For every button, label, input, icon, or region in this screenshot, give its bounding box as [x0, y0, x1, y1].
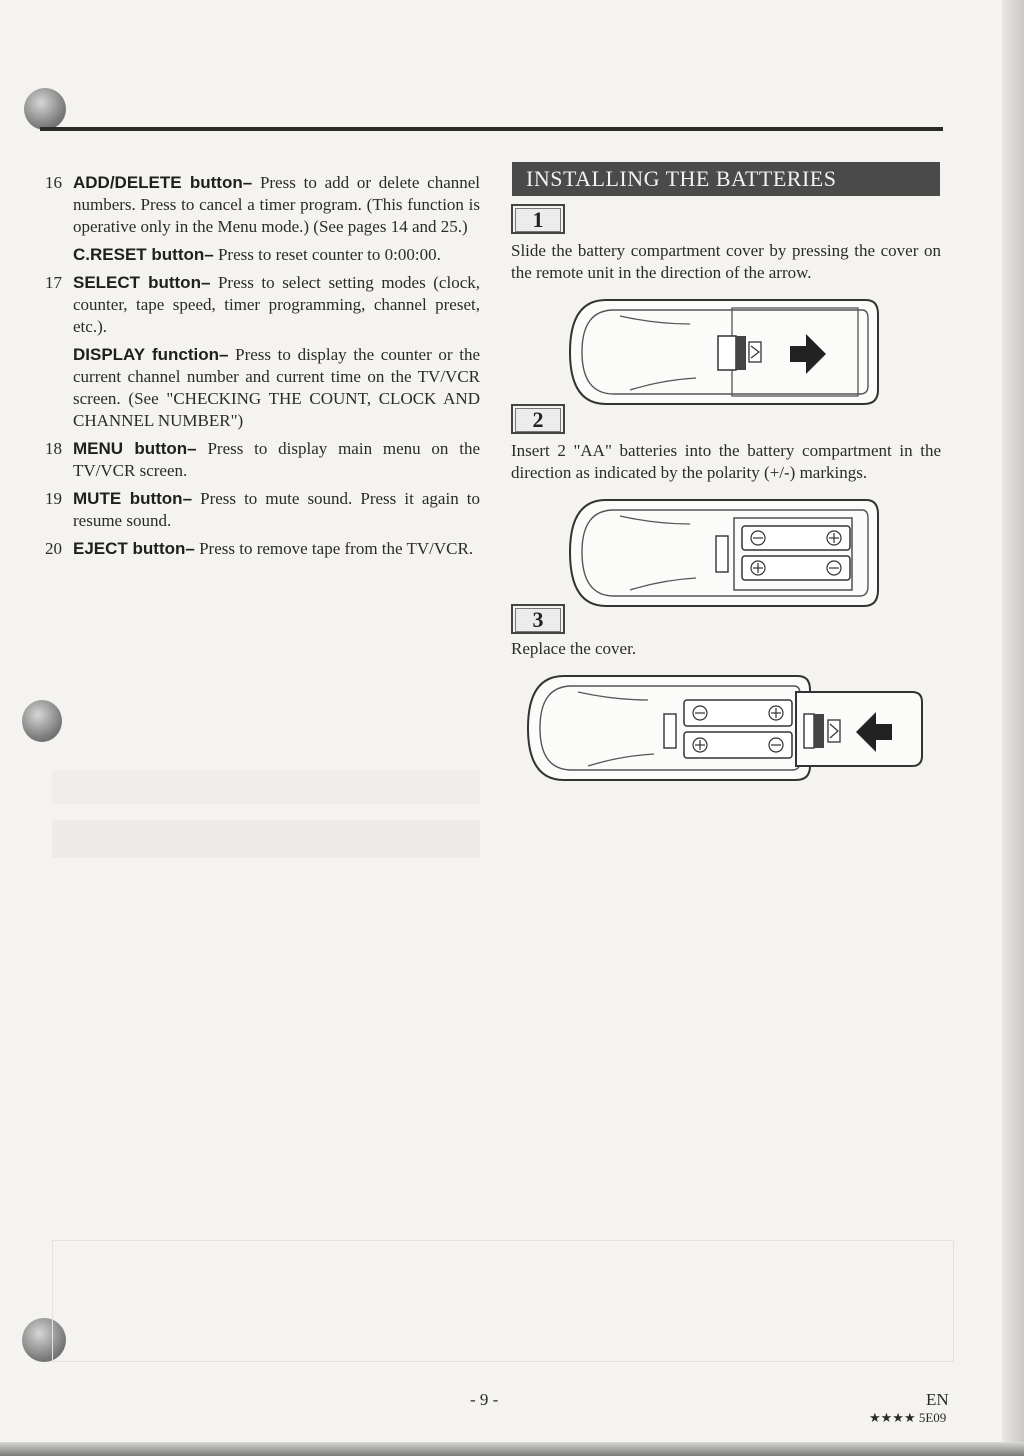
item-text: Press to reset counter to 0:00:00. — [217, 245, 441, 264]
step-1-text: Slide the battery compartment cover by pressing the cover on the remote unit in the direction of the arrow. — [511, 241, 941, 282]
item-17-display — [40, 344, 480, 432]
remote-replace-cover-illustration — [524, 670, 928, 786]
item-text: Press to mute sound. Press it again to resume sound. — [73, 489, 480, 530]
item-keyword: SELECT button– — [73, 273, 211, 292]
section-title: INSTALLING THE BATTERIES — [512, 162, 940, 196]
item-number: 19 — [45, 489, 62, 508]
item-text: Press to remove tape from the TV/VCR. — [199, 539, 474, 558]
step-3-text: Replace the cover. — [511, 639, 637, 658]
item-keyword: MENU button– — [73, 439, 197, 458]
item-keyword: C.RESET button– — [73, 245, 214, 264]
item-text: Press to select setting modes (clock, counter, tape speed, timer programming, channel preset, etc.). — [73, 273, 480, 336]
item-16-reset — [40, 244, 480, 266]
page-edge-shadow — [1002, 0, 1024, 1456]
item-19 — [40, 488, 480, 532]
item-keyword: EJECT button– — [73, 539, 195, 558]
step-number: 1 — [515, 208, 561, 232]
step-number-box — [511, 204, 565, 234]
item-keyword: DISPLAY function– — [73, 345, 229, 364]
item-text: Press to display main menu on the TV/VCR screen. — [73, 439, 480, 480]
step-number: 3 — [515, 608, 561, 632]
button-descriptions — [40, 172, 480, 566]
item-17 — [40, 272, 480, 338]
step-number-box — [511, 604, 565, 634]
model-code: ★★★★ 5E09 — [869, 1410, 947, 1425]
item-text: Press to add or delete channel numbers. Press to cancel a timer program. (This function is operative only in the Menu mode.) (See pages 14 and 25.) — [73, 173, 481, 236]
step-2-text: Insert 2 "AA" batteries into the battery compartment in the direction as indicated by the polarity (+/-) markings. — [511, 441, 941, 482]
item-16 — [40, 172, 480, 238]
item-number: 20 — [45, 539, 62, 558]
item-number: 16 — [45, 173, 62, 192]
item-number: 17 — [45, 273, 62, 292]
language-code: EN — [926, 1390, 949, 1409]
step-number-box — [511, 404, 565, 434]
binder-hole-top — [24, 88, 66, 130]
header-rule — [40, 127, 943, 131]
bleed-through-box — [52, 820, 480, 858]
page-number: - 9 - — [470, 1390, 499, 1409]
step-number: 2 — [515, 408, 561, 432]
item-keyword: ADD/DELETE button– — [73, 173, 253, 192]
item-18 — [40, 438, 480, 482]
bleed-through-box — [52, 770, 480, 804]
remote-batteries-illustration — [566, 496, 882, 612]
item-20 — [40, 538, 480, 560]
page-bottom-shadow — [0, 1442, 1024, 1456]
item-text: Press to display the counter or the current channel number and current time on the TV/VCR screen. (See "CHECKING THE COUNT, CLOCK AND CHANNEL NUMBER") — [73, 345, 481, 430]
binder-hole-middle — [22, 700, 62, 742]
bleed-through-box — [52, 1240, 954, 1362]
item-number: 18 — [45, 439, 62, 458]
item-keyword: MUTE button– — [73, 489, 193, 508]
remote-open-cover-illustration — [566, 294, 882, 412]
